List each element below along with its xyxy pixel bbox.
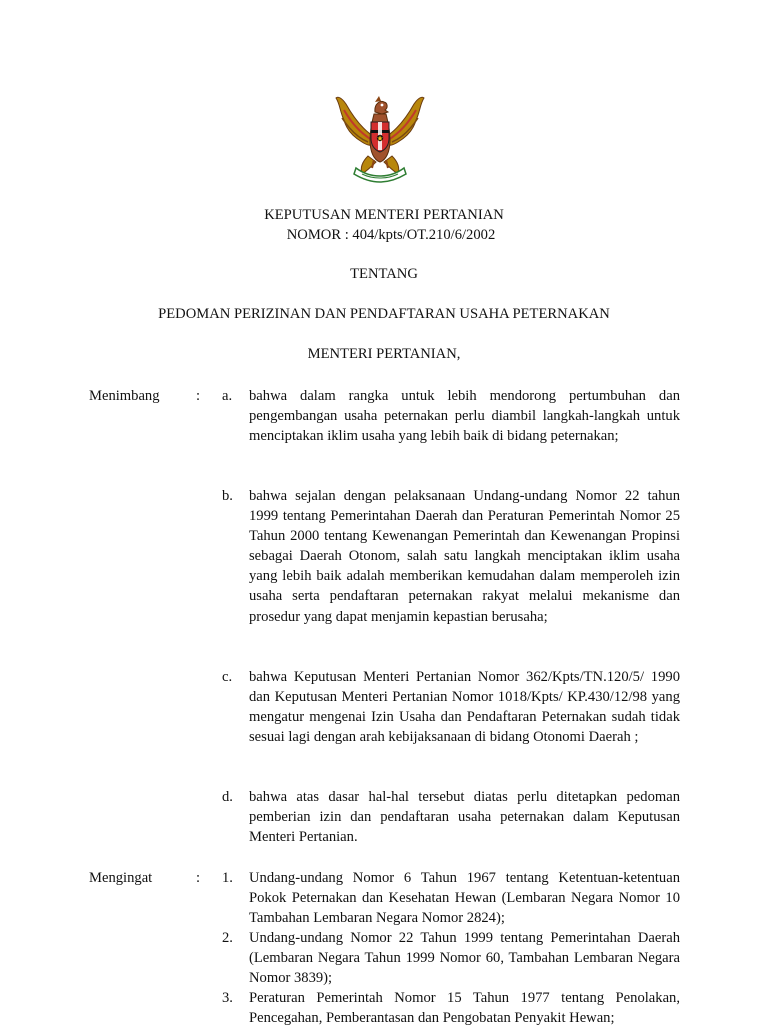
menimbang-item bbox=[222, 667, 680, 747]
decree-title: KEPUTUSAN MENTERI PERTANIAN bbox=[264, 207, 504, 223]
item-text: bahwa atas dasar hal-hal tersebut diatas perlu ditetapkan pedoman pemberian izin dan pendaftaran usaha peternakan dalam Keputusan Menteri Pertanian. bbox=[249, 789, 680, 846]
item-marker: b. bbox=[222, 488, 233, 504]
mengingat-colon: : bbox=[196, 870, 201, 886]
menimbang-item bbox=[222, 386, 680, 446]
item-text: Peraturan Pemerintah Nomor 15 Tahun 1977 tentang Penolakan, Pencegahan, Pemberantasan dan Pengobatan Penyakit Hewan; bbox=[249, 990, 680, 1027]
mengingat-label: Mengingat bbox=[89, 870, 153, 886]
item-marker: 3. bbox=[222, 990, 233, 1006]
mengingat-item bbox=[222, 988, 680, 1028]
item-text: bahwa dalam rangka untuk lebih mendorong pertumbuhan dan pengembangan usaha peternakan perlu diambil langkah-langkah untuk menciptakan iklim usaha yang lebih baik di bidang peternakan; bbox=[249, 388, 680, 445]
menimbang-label: Menimbang bbox=[89, 388, 160, 404]
garuda-emblem-icon bbox=[332, 92, 428, 184]
tentang-heading: TENTANG bbox=[350, 266, 418, 282]
decree-subject: PEDOMAN PERIZINAN DAN PENDAFTARAN USAHA PETERNAKAN bbox=[158, 306, 610, 322]
item-text: Undang-undang Nomor 6 Tahun 1967 tentang Ketentuan-ketentuan Pokok Peternakan dan Kesehatan Hewan (Lembaran Negara Nomor 10 Tambahan Lembaran Negara Nomor 2824); bbox=[249, 870, 680, 927]
item-marker: 2. bbox=[222, 930, 233, 946]
item-text: bahwa sejalan dengan pelaksanaan Undang-undang Nomor 22 tahun 1999 tentang Pemerintahan Daerah dan Peraturan Pemerintah Nomor 25 Tahun 2000 tentang Kewenangan Pemerintah dan Kewenangan Propinsi sebagai Daerah Otonom, salah satu langkah menciptakan iklim usaha yang lebih baik adalah memberikan kemudahan dalam memperoleh izin usaha serta pendaftaran peternakan rakyat melalui mekanisme dan prosedur yang dapat menjamin kepastian berusaha; bbox=[249, 488, 680, 625]
item-marker: c. bbox=[222, 669, 233, 685]
menimbang-item bbox=[222, 486, 680, 627]
decree-number: NOMOR : 404/kpts/OT.210/6/2002 bbox=[286, 227, 496, 243]
item-marker: d. bbox=[222, 789, 233, 805]
menimbang-item bbox=[222, 787, 680, 847]
item-marker: 1. bbox=[222, 870, 233, 886]
mengingat-item bbox=[222, 928, 680, 988]
item-marker: a. bbox=[222, 388, 233, 404]
garuda-pancasila-emblem bbox=[332, 92, 428, 184]
minister-heading: MENTERI PERTANIAN, bbox=[307, 346, 461, 362]
item-text: Undang-undang Nomor 22 Tahun 1999 tentang Pemerintahan Daerah (Lembaran Negara Tahun 1999 Nomor 60, Tambahan Lembaran Negara Nomor 3839); bbox=[249, 930, 680, 987]
item-text: bahwa Keputusan Menteri Pertanian Nomor 362/Kpts/TN.120/5/ 1990 dan Keputusan Menteri Pertanian Nomor 1018/Kpts/ KP.430/12/98 yang mengatur mengenai Izin Usaha dan Pendaftaran Peternakan sudah tidak sesuai lagi dengan arah kebijaksanaan di bidang Otonomi Daerah ; bbox=[249, 669, 680, 746]
menimbang-colon: : bbox=[196, 388, 201, 404]
mengingat-item bbox=[222, 868, 680, 928]
